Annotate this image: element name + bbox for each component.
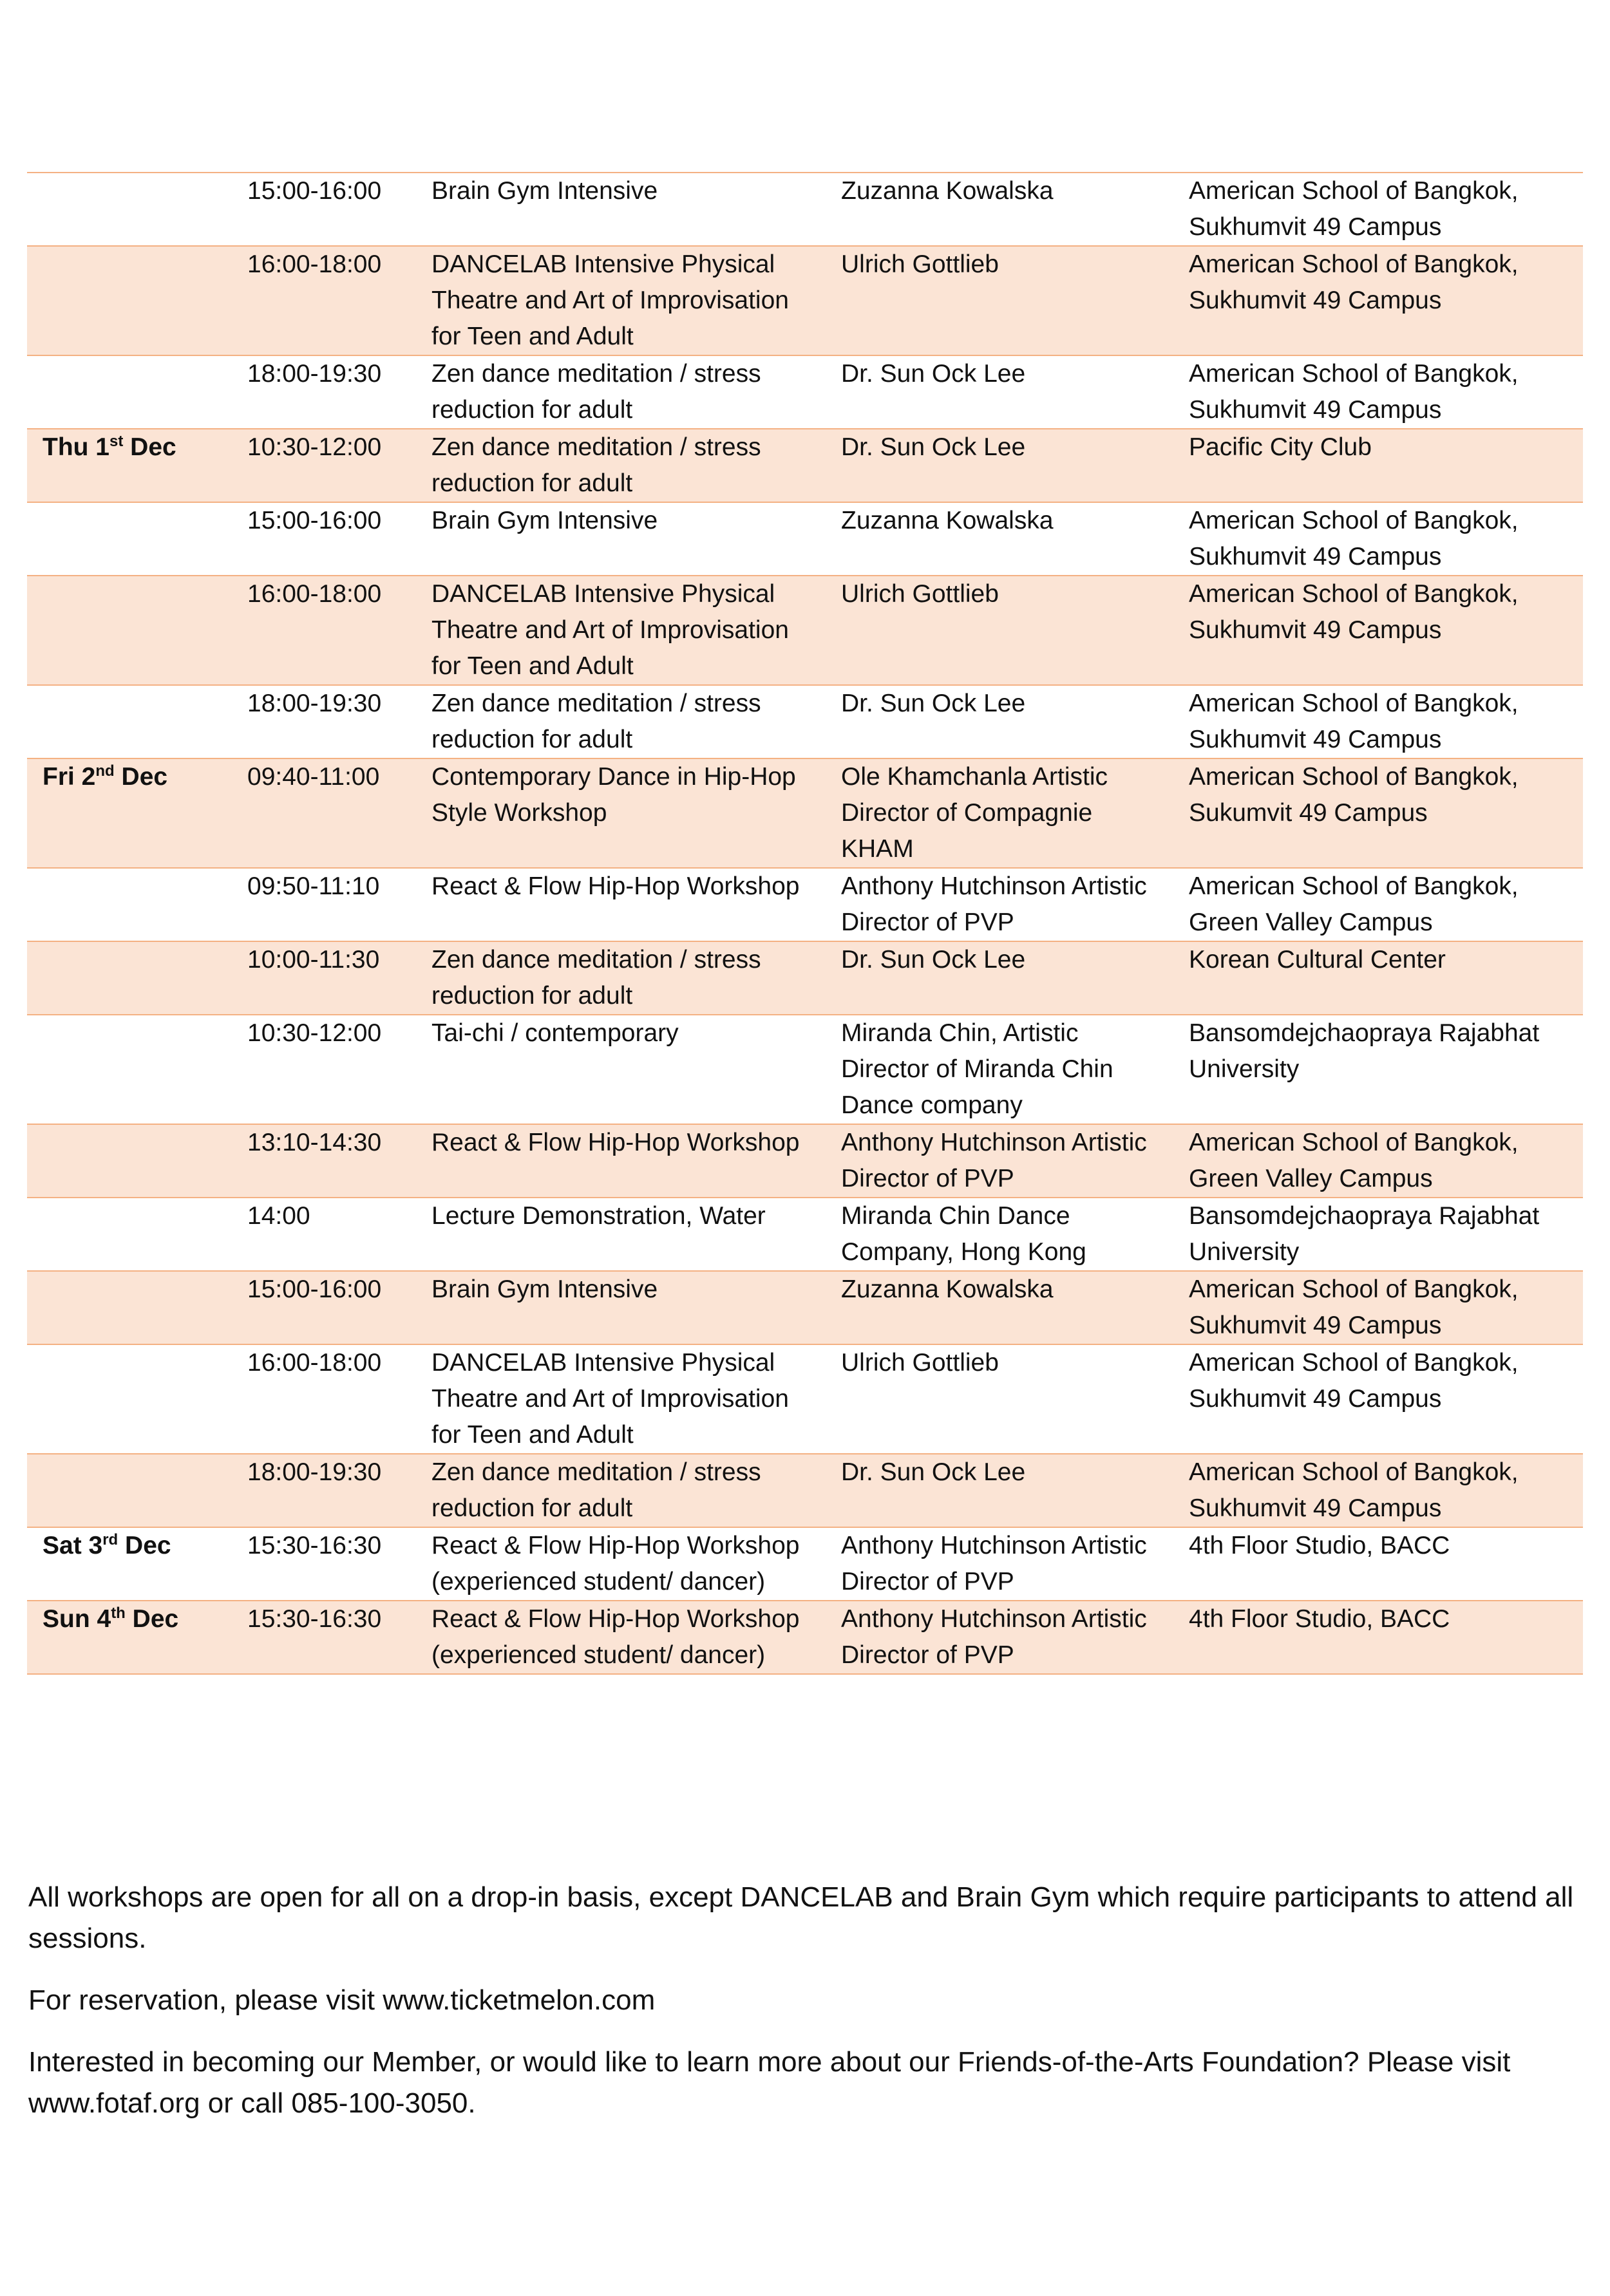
schedule-row <box>27 868 1583 941</box>
instructor-cell: Anthony Hutchinson Artistic Director of PVP <box>826 868 1173 941</box>
venue-cell: American School of Bangkok, Green Valley Campus <box>1173 868 1583 941</box>
workshop-cell: Brain Gym Intensive <box>416 1271 826 1344</box>
day-label: Sat 3 <box>43 1532 103 1559</box>
day-month: Dec <box>125 1605 179 1633</box>
venue-cell: Pacific City Club <box>1173 429 1583 502</box>
day-cell <box>27 1271 232 1344</box>
time-cell: 09:50-11:10 <box>232 868 416 941</box>
schedule-row <box>27 429 1583 502</box>
instructor-cell: Ole Khamchanla Artistic Director of Compagnie KHAM <box>826 758 1173 868</box>
instructor-cell: Ulrich Gottlieb <box>826 246 1173 355</box>
day-cell <box>27 173 232 246</box>
day-ordinal-suffix: st <box>109 433 124 450</box>
day-cell <box>27 941 232 1015</box>
time-cell: 15:00-16:00 <box>232 1271 416 1344</box>
venue-cell: American School of Bangkok, Sukhumvit 49 Campus <box>1173 502 1583 576</box>
time-cell: 15:30-16:30 <box>232 1527 416 1601</box>
instructor-cell: Dr. Sun Ock Lee <box>826 685 1173 758</box>
day-cell <box>27 1527 232 1601</box>
notes-section <box>28 1877 1574 2145</box>
day-label: Sun 4 <box>43 1605 111 1633</box>
schedule-row <box>27 1344 1583 1454</box>
schedule-row <box>27 246 1583 355</box>
venue-cell: American School of Bangkok, Sukhumvit 49 Campus <box>1173 355 1583 429</box>
schedule-row <box>27 758 1583 868</box>
time-cell: 13:10-14:30 <box>232 1124 416 1198</box>
day-month: Dec <box>118 1532 171 1559</box>
instructor-cell: Anthony Hutchinson Artistic Director of PVP <box>826 1601 1173 1674</box>
time-cell: 15:30-16:30 <box>232 1601 416 1674</box>
workshop-cell: Brain Gym Intensive <box>416 502 826 576</box>
time-cell: 16:00-18:00 <box>232 246 416 355</box>
day-cell <box>27 1015 232 1124</box>
workshop-cell: React & Flow Hip-Hop Workshop <box>416 868 826 941</box>
venue-cell: Bansomdejchaopraya Rajabhat University <box>1173 1198 1583 1271</box>
day-cell <box>27 429 232 502</box>
day-ordinal-suffix: rd <box>102 1531 118 1548</box>
schedule-row <box>27 1015 1583 1124</box>
day-cell <box>27 758 232 868</box>
schedule-row <box>27 1527 1583 1601</box>
day-cell <box>27 502 232 576</box>
day-cell <box>27 868 232 941</box>
instructor-cell: Zuzanna Kowalska <box>826 173 1173 246</box>
day-month: Dec <box>123 433 176 461</box>
instructor-cell: Dr. Sun Ock Lee <box>826 1454 1173 1527</box>
instructor-cell: Miranda Chin, Artistic Director of Miranda Chin Dance company <box>826 1015 1173 1124</box>
venue-cell: American School of Bangkok, Sukumvit 49 Campus <box>1173 758 1583 868</box>
schedule-row <box>27 173 1583 246</box>
workshop-cell: React & Flow Hip-Hop Workshop (experienced student/ dancer) <box>416 1601 826 1674</box>
venue-cell: 4th Floor Studio, BACC <box>1173 1527 1583 1601</box>
workshop-cell: React & Flow Hip-Hop Workshop <box>416 1124 826 1198</box>
venue-cell: American School of Bangkok, Sukhumvit 49 Campus <box>1173 1454 1583 1527</box>
workshop-cell: Zen dance meditation / stress reduction for adult <box>416 429 826 502</box>
instructor-cell: Miranda Chin Dance Company, Hong Kong <box>826 1198 1173 1271</box>
instructor-cell: Anthony Hutchinson Artistic Director of PVP <box>826 1124 1173 1198</box>
schedule-row <box>27 941 1583 1015</box>
workshop-cell: Zen dance meditation / stress reduction for adult <box>416 1454 826 1527</box>
venue-cell: American School of Bangkok, Sukhumvit 49 Campus <box>1173 246 1583 355</box>
venue-cell: American School of Bangkok, Sukhumvit 49 Campus <box>1173 576 1583 685</box>
day-ordinal-suffix: nd <box>95 762 115 780</box>
time-cell: 10:30-12:00 <box>232 1015 416 1124</box>
venue-cell: American School of Bangkok, Sukhumvit 49 Campus <box>1173 685 1583 758</box>
day-label: Fri 2 <box>43 763 96 791</box>
day-cell <box>27 576 232 685</box>
workshop-cell: Tai-chi / contemporary <box>416 1015 826 1124</box>
workshop-cell: Zen dance meditation / stress reduction for adult <box>416 685 826 758</box>
instructor-cell: Dr. Sun Ock Lee <box>826 941 1173 1015</box>
time-cell: 18:00-19:30 <box>232 685 416 758</box>
day-ordinal-suffix: th <box>111 1604 126 1622</box>
schedule-body <box>27 173 1583 1674</box>
time-cell: 18:00-19:30 <box>232 1454 416 1527</box>
instructor-cell: Dr. Sun Ock Lee <box>826 355 1173 429</box>
day-cell <box>27 1344 232 1454</box>
instructor-cell: Dr. Sun Ock Lee <box>826 429 1173 502</box>
schedule-row <box>27 1198 1583 1271</box>
schedule-row <box>27 1454 1583 1527</box>
instructor-cell: Zuzanna Kowalska <box>826 502 1173 576</box>
schedule-row <box>27 685 1583 758</box>
time-cell: 14:00 <box>232 1198 416 1271</box>
day-cell <box>27 355 232 429</box>
instructor-cell: Ulrich Gottlieb <box>826 1344 1173 1454</box>
schedule-row <box>27 355 1583 429</box>
day-cell <box>27 1124 232 1198</box>
time-cell: 15:00-16:00 <box>232 173 416 246</box>
venue-cell: American School of Bangkok, Sukhumvit 49 Campus <box>1173 1271 1583 1344</box>
day-cell <box>27 1198 232 1271</box>
workshop-schedule-table <box>27 172 1583 1675</box>
venue-cell: American School of Bangkok, Sukhumvit 49 Campus <box>1173 173 1583 246</box>
schedule-row <box>27 1271 1583 1344</box>
workshop-cell: Zen dance meditation / stress reduction for adult <box>416 941 826 1015</box>
time-cell: 16:00-18:00 <box>232 576 416 685</box>
time-cell: 15:00-16:00 <box>232 502 416 576</box>
venue-cell: Bansomdejchaopraya Rajabhat University <box>1173 1015 1583 1124</box>
workshop-cell: DANCELAB Intensive Physical Theatre and Art of Improvisation for Teen and Adult <box>416 1344 826 1454</box>
workshop-cell: DANCELAB Intensive Physical Theatre and Art of Improvisation for Teen and Adult <box>416 246 826 355</box>
instructor-cell: Ulrich Gottlieb <box>826 576 1173 685</box>
schedule-row <box>27 1124 1583 1198</box>
workshop-cell: Zen dance meditation / stress reduction for adult <box>416 355 826 429</box>
day-label: Thu 1 <box>43 433 109 461</box>
time-cell: 18:00-19:30 <box>232 355 416 429</box>
membership-note: Interested in becoming our Member, or would like to learn more about our Friends-of-the-Arts Foundation? Please visit www.fotaf.org or call 085-100-3050. <box>28 2046 1511 2119</box>
workshop-cell: DANCELAB Intensive Physical Theatre and Art of Improvisation for Teen and Adult <box>416 576 826 685</box>
day-month: Dec <box>114 763 168 791</box>
workshop-cell: Contemporary Dance in Hip-Hop Style Workshop <box>416 758 826 868</box>
venue-cell: Korean Cultural Center <box>1173 941 1583 1015</box>
day-cell <box>27 685 232 758</box>
schedule-row <box>27 502 1583 576</box>
workshop-cell: React & Flow Hip-Hop Workshop (experienced student/ dancer) <box>416 1527 826 1601</box>
reservation-note: For reservation, please visit www.ticketmelon.com <box>28 1984 656 2016</box>
schedule-row <box>27 576 1583 685</box>
venue-cell: American School of Bangkok, Green Valley Campus <box>1173 1124 1583 1198</box>
time-cell: 10:00-11:30 <box>232 941 416 1015</box>
venue-cell: 4th Floor Studio, BACC <box>1173 1601 1583 1674</box>
drop-in-note: All workshops are open for all on a drop-in basis, except DANCELAB and Brain Gym which require participants to attend all sessions. <box>28 1881 1574 1954</box>
workshop-cell: Lecture Demonstration, Water <box>416 1198 826 1271</box>
venue-cell: American School of Bangkok, Sukhumvit 49 Campus <box>1173 1344 1583 1454</box>
schedule-row <box>27 1601 1583 1674</box>
time-cell: 16:00-18:00 <box>232 1344 416 1454</box>
day-cell <box>27 1454 232 1527</box>
time-cell: 10:30-12:00 <box>232 429 416 502</box>
instructor-cell: Anthony Hutchinson Artistic Director of PVP <box>826 1527 1173 1601</box>
day-cell <box>27 1601 232 1674</box>
day-cell <box>27 246 232 355</box>
workshop-cell: Brain Gym Intensive <box>416 173 826 246</box>
time-cell: 09:40-11:00 <box>232 758 416 868</box>
instructor-cell: Zuzanna Kowalska <box>826 1271 1173 1344</box>
